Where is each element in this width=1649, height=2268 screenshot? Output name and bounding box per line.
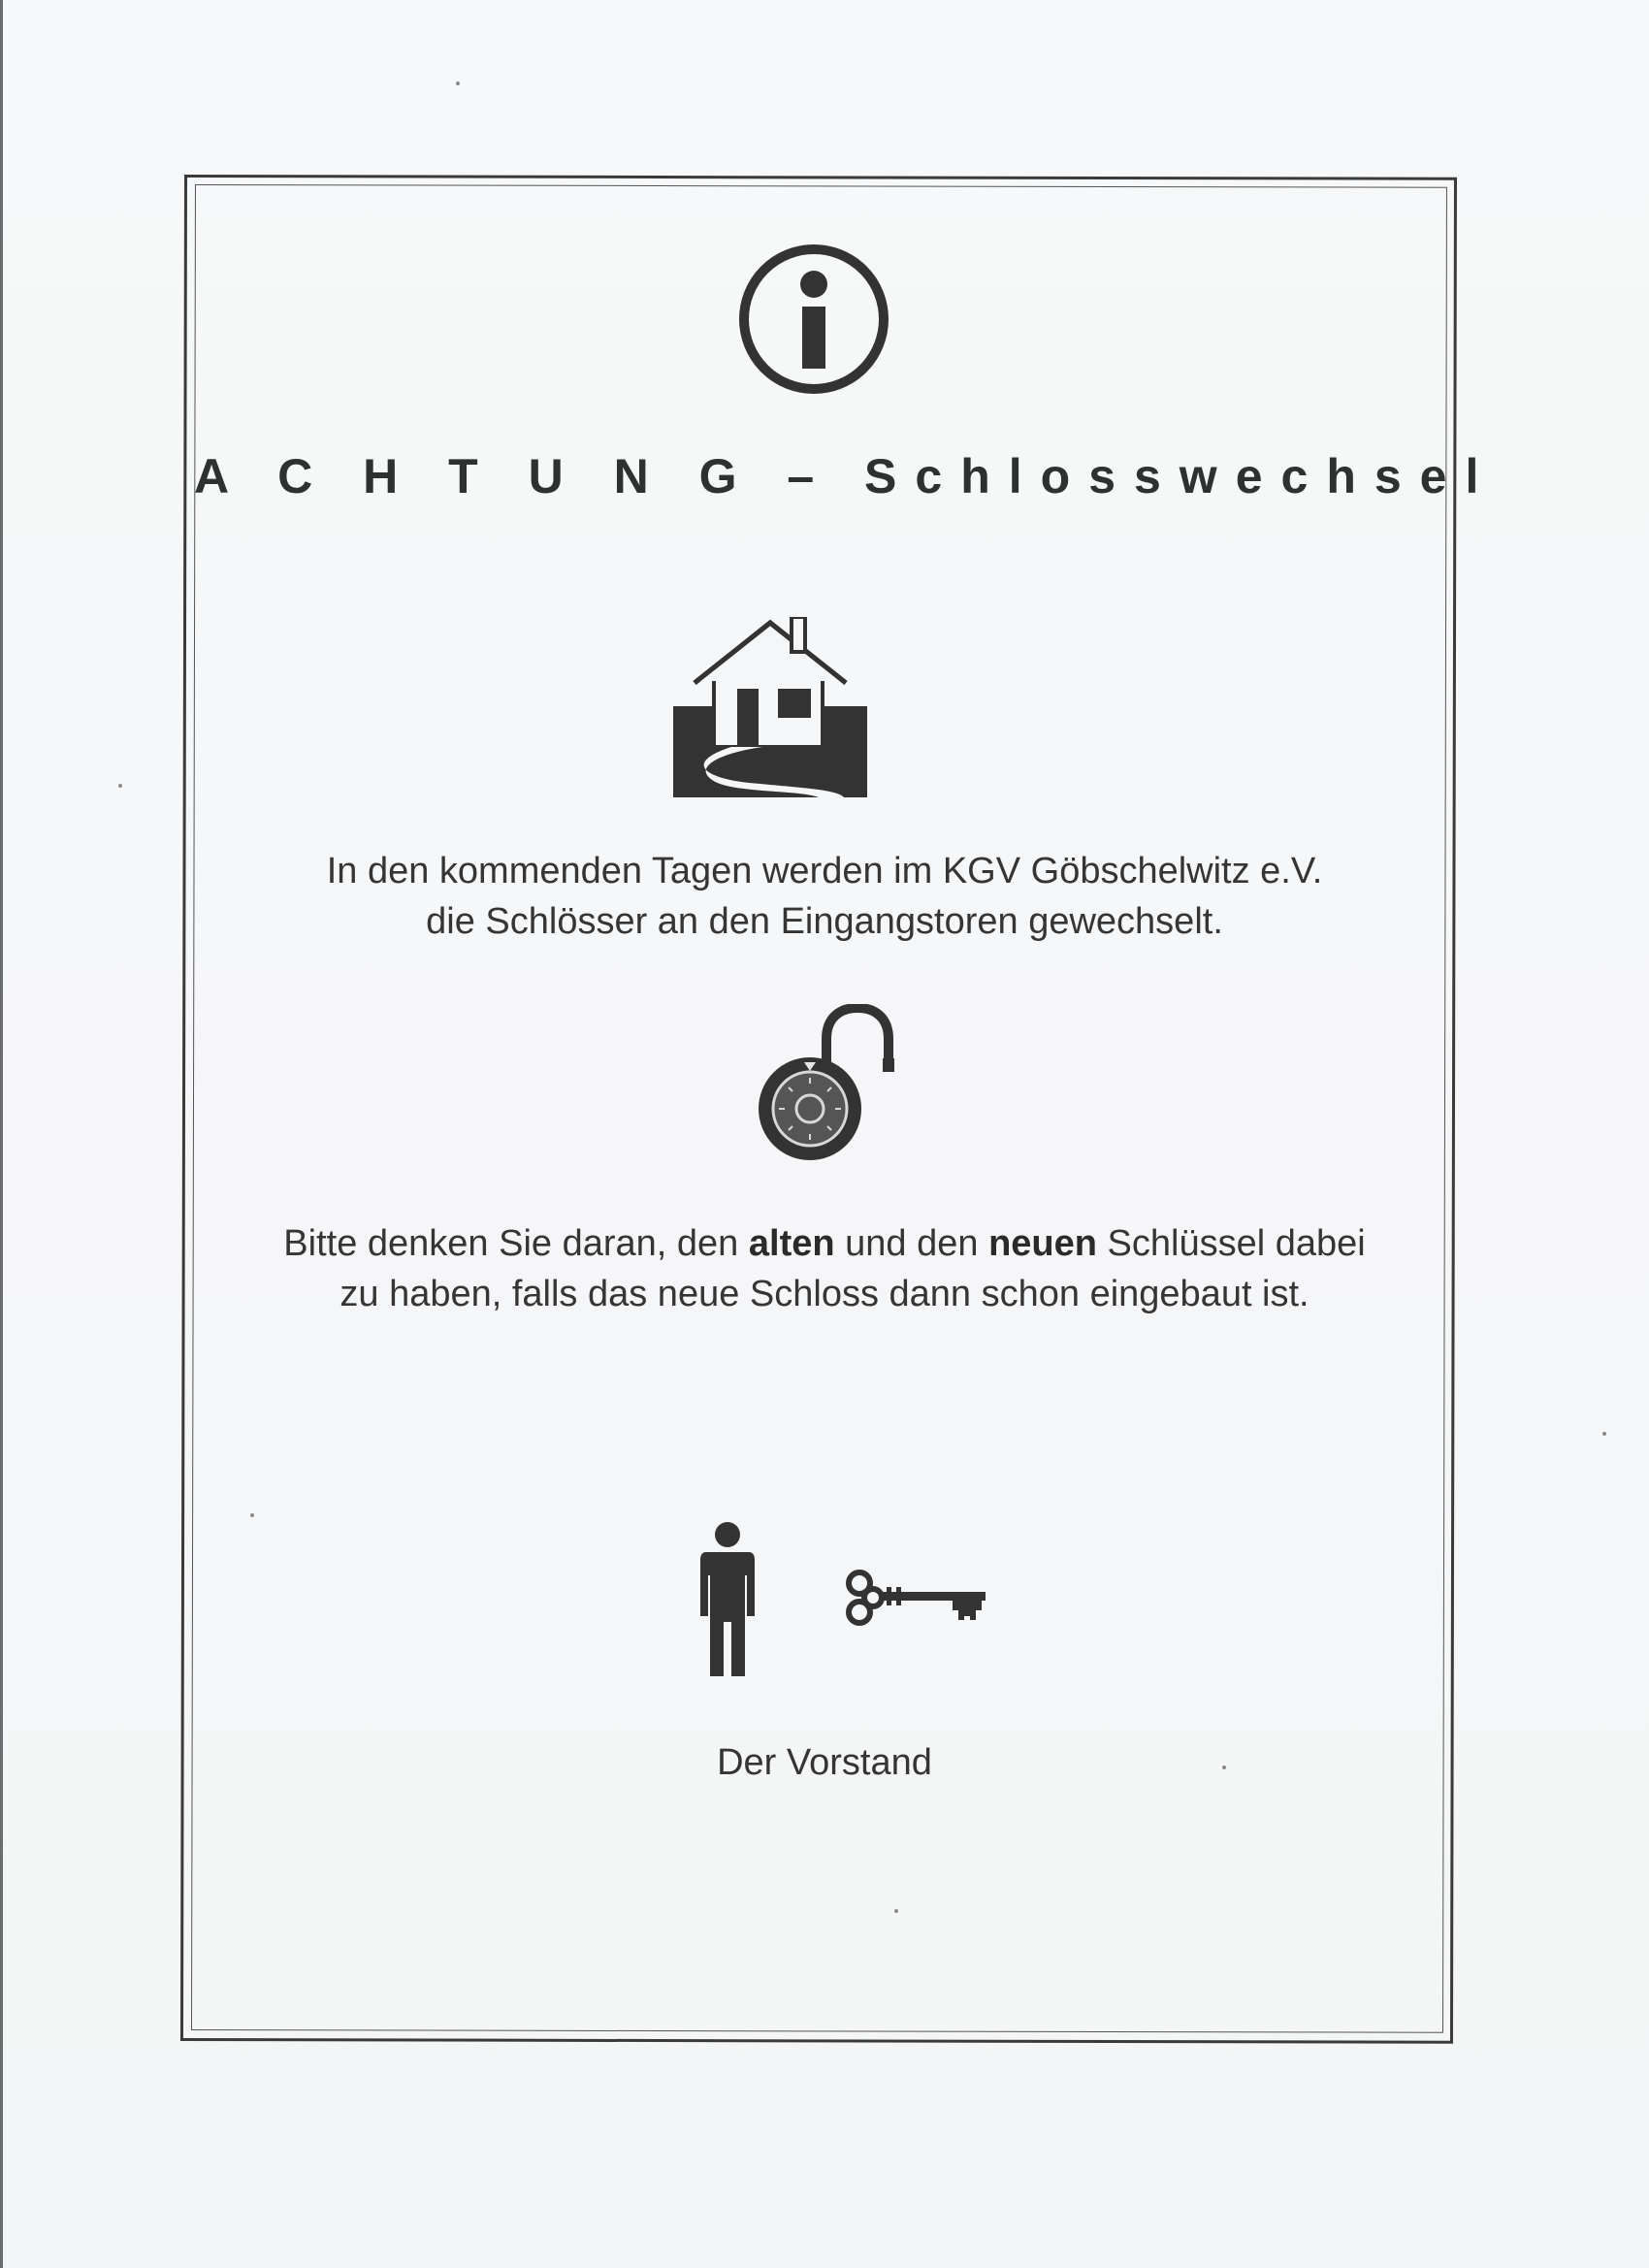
scan-speck (1602, 1432, 1606, 1436)
scan-speck (118, 784, 122, 788)
paragraph2-bold-neuen: neuen (988, 1223, 1097, 1264)
paragraph2-bold-alten: alten (748, 1223, 835, 1264)
info-icon (737, 243, 890, 396)
paragraph2-line2: zu haben, falls das neue Schloss dann schon eingebaut ist. (340, 1274, 1310, 1314)
paragraph1-line1: In den kommenden Tagen werden im KGV Göbschelwitz e.V. (326, 851, 1323, 891)
paragraph2-line1 (194, 1218, 1455, 1269)
paragraph1-line2: die Schlösser an den Eingangstoren gewechselt. (426, 901, 1223, 942)
scan-speck (894, 1909, 898, 1913)
paragraph2-text-b: und den (834, 1223, 989, 1264)
house-icon (673, 617, 867, 797)
paragraph2-text-c: Schlüssel dabei (1096, 1223, 1366, 1264)
scan-edge (0, 0, 3, 2268)
key-icon (844, 1568, 989, 1630)
paragraph2-text-a: Bitte denken Sie daran, den (283, 1223, 749, 1264)
notice-title: A C H T U N G – Schlosswechsel (194, 449, 1498, 503)
scan-speck (1222, 1766, 1226, 1769)
scan-speck (456, 81, 460, 85)
paragraph-key-reminder (194, 1218, 1455, 1319)
scan-speck (250, 1513, 254, 1517)
combination-lock-icon (757, 1004, 900, 1163)
signature: Der Vorstand (717, 1742, 932, 1783)
person-icon (698, 1521, 757, 1678)
paragraph-lock-change (194, 846, 1455, 947)
